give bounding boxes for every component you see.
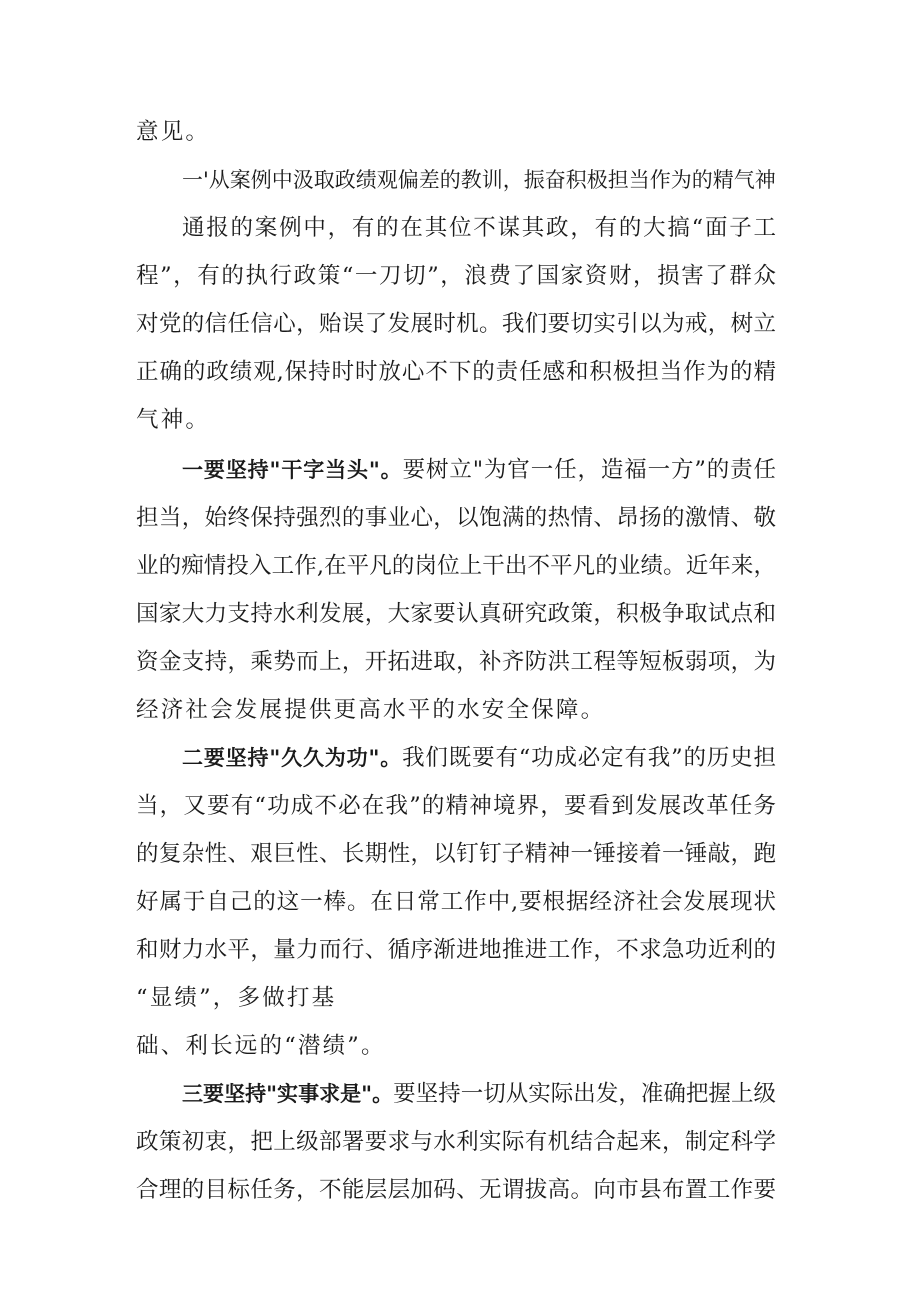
paragraph-line: 合理的目标任务，不能层层加码、无谓拔高。向市县布置工作要 [136, 1177, 776, 1203]
paragraph-line: 当，又要有“功成不必在我”的精神境界，要看到发展改革任务 [136, 793, 776, 819]
paragraph-line: 意见。 [136, 119, 211, 145]
paragraph-line: 础、利长远的“潜绩”。 [136, 1033, 386, 1059]
paragraph-line: 程”，有的执行政策“一刀切”，浪费了国家资财，损害了群众 [136, 263, 776, 289]
paragraph-lead: 一要坚持"干字当头"。 [182, 458, 403, 482]
paragraph-line: 和财力水平，量力而行、循序渐进地推进工作，不求急功近利的 [136, 937, 776, 963]
paragraph-line: 政策初衷，把上级部署要求与水利实际有机结合起来，制定科学 [136, 1129, 776, 1155]
paragraph-line: 业的痴情投入工作,在平凡的岗位上干出不平凡的业绩。近年来， [136, 553, 776, 579]
section-heading: 一'从案例中汲取政绩观偏差的教训，振奋积极担当作为的精气神 [182, 168, 776, 192]
paragraph-line: 通报的案例中，有的在其位不谋其政，有的大搞“面子工 [182, 215, 776, 241]
paragraph-line: 正确的政绩观,保持时时放心不下的责任感和积极担当作为的精 [136, 359, 776, 385]
paragraph-line: 气神。 [136, 407, 211, 433]
paragraph-lead: 二要坚持"久久为功"。 [182, 746, 403, 770]
paragraph-line: 的复杂性、艰巨性、长期性，以钉钉子精神一锤接着一锤敲，跑 [136, 841, 776, 867]
paragraph-line: 好属于自己的这一棒。在日常工作中,要根据经济社会发展现状 [136, 889, 776, 915]
paragraph-line: 担当，始终保持强烈的事业心，以饱满的热情、昂扬的激情、敬 [136, 505, 776, 531]
paragraph-line: 经济社会发展提供更高水平的水安全保障。 [136, 697, 606, 723]
paragraph-line: 国家大力支持水利发展，大家要认真研究政策，积极争取试点和 [136, 601, 776, 627]
document-page [136, 108, 776, 1214]
paragraph-first-line [136, 446, 776, 494]
paragraph-lead: 三要坚持"实事求是"。 [182, 1082, 394, 1106]
paragraph-line: 资金支持，乘势而上，开拓进取，补齐防洪工程等短板弱项，为 [136, 649, 776, 675]
paragraph-text: 要树立"为官一任，造福一方”的责任 [402, 457, 776, 483]
paragraph-first-line [136, 734, 776, 782]
paragraph-first-line [136, 1070, 776, 1118]
paragraph-text: 要坚持一切从实际出发，准确把握上级 [393, 1081, 776, 1107]
paragraph-line: 对党的信任信心，贻误了发展时机。我们要切实引以为戒，树立 [136, 311, 776, 337]
paragraph-line: “显绩”，多做打基 [136, 985, 337, 1011]
paragraph-text: 我们既要有“功成必定有我”的历史担 [402, 745, 776, 771]
